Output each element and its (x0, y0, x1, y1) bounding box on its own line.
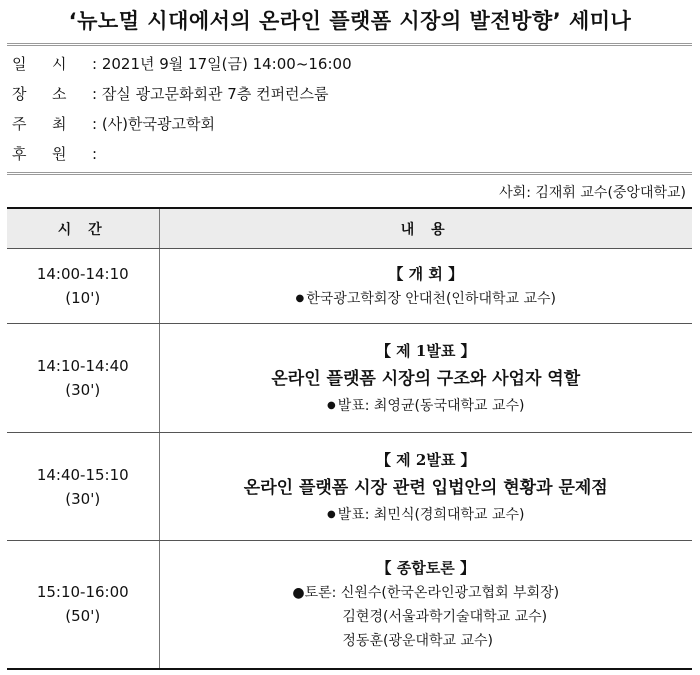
time-range: 14:10-14:40 (36, 357, 129, 375)
info-label: 소 (52, 85, 67, 103)
session-label: 【 종합토론 】 (376, 559, 475, 578)
content-cell (159, 541, 692, 669)
info-label: 일 (12, 55, 27, 73)
bullet-icon: ● (326, 508, 336, 520)
panel-list (292, 581, 559, 653)
table-row (7, 541, 692, 669)
session-title: 온라인 플랫폼 시장 관련 입법안의 현황과 문제점 (243, 477, 608, 498)
list-item: 김현경(서울과학기술대학교 교수) (342, 609, 548, 626)
info-place-value: : 잠실 광고문화회관 7층 컨퍼런스룸 (92, 85, 329, 103)
info-label: 원 (52, 145, 67, 163)
divider-rule-inner (7, 174, 692, 175)
info-label: 장 (12, 85, 27, 103)
info-date-value: : 2021년 9월 17일(금) 14:00~16:00 (92, 55, 352, 73)
session-label: 【 개 회 】 (388, 265, 464, 283)
info-host-value: : (사)한국광고학회 (92, 115, 215, 133)
content-cell (159, 433, 692, 541)
top-rule-inner (7, 45, 692, 46)
time-range: 14:00-14:10 (36, 265, 129, 283)
table-row (7, 433, 692, 541)
bullet-icon: ● (292, 585, 305, 602)
header-content: 내 용 (159, 208, 692, 249)
info-label: 최 (52, 115, 67, 133)
info-label: 시 (52, 55, 67, 73)
session-label: 【 제 1발표 】 (375, 342, 476, 360)
list-item (161, 394, 692, 418)
info-sponsor-value: : (92, 145, 98, 163)
session-title: 온라인 플랫폼 시장의 구조와 사업자 역할 (271, 369, 581, 389)
time-cell (7, 324, 159, 433)
time-duration: (30') (65, 381, 101, 399)
time-duration: (30') (65, 489, 101, 508)
divider-rule (7, 172, 692, 173)
time-cell (7, 433, 159, 541)
time-duration: (10') (65, 289, 101, 307)
schedule-table (7, 207, 692, 670)
time-cell (7, 249, 159, 324)
bullet-icon: ● (326, 400, 336, 411)
item-text: 발표: 최민식(경희대학교 교수) (337, 506, 525, 523)
item-text: 한국광고학회장 안대천(인하대학교 교수) (306, 291, 556, 307)
info-date-row (12, 54, 352, 74)
top-rule (7, 43, 692, 44)
info-sponsor-row (12, 144, 97, 164)
list-item: 정동훈(광운대학교 교수) (342, 633, 494, 650)
table-row (7, 249, 692, 324)
content-cell (159, 249, 692, 324)
document-title: ‘뉴노멀 시대에서의 온라인 플랫폼 시장의 발전방향’ 세미나 (68, 9, 632, 33)
list-item (161, 503, 692, 527)
info-place-row (12, 84, 329, 104)
time-cell (7, 541, 159, 669)
table-header-row (7, 208, 692, 249)
moderator: 사회: 김재휘 교수(중앙대학교) (499, 185, 686, 201)
list-item (292, 581, 559, 605)
info-label: 후 (12, 145, 27, 163)
session-label: 【 제 2발표 】 (375, 450, 476, 469)
time-range: 14:40-15:10 (36, 465, 129, 484)
list-item (161, 287, 692, 311)
content-cell (159, 324, 692, 433)
table-row (7, 324, 692, 433)
item-text: 발표: 최영균(동국대학교 교수) (337, 398, 525, 414)
header-time: 시 간 (7, 208, 159, 249)
time-range: 15:10-16:00 (36, 583, 129, 602)
info-host-row (12, 114, 215, 134)
bullet-icon: ● (295, 293, 305, 304)
info-label: 주 (12, 115, 27, 133)
item-text: 토론: 신원수(한국온라인광고협회 부회장) (304, 585, 560, 602)
time-duration: (50') (65, 607, 101, 626)
